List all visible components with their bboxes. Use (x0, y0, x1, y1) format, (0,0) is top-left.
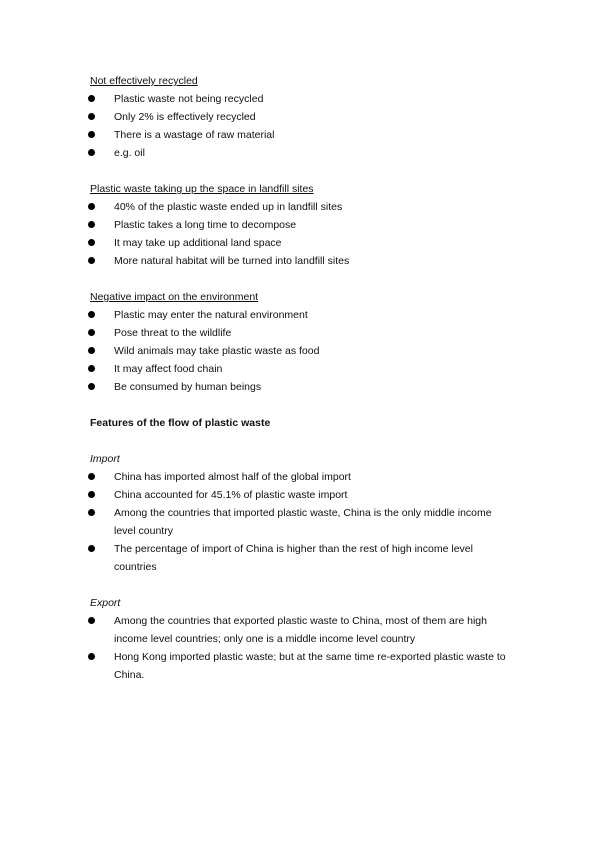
bullet-icon (88, 203, 95, 210)
list-item (90, 540, 510, 576)
list-item (90, 486, 510, 504)
list-item (90, 360, 510, 378)
bullet-icon (88, 239, 95, 246)
section-import (90, 450, 510, 576)
list-item-text: 40% of the plastic waste ended up in landfill sites (114, 201, 343, 213)
spacer (90, 432, 510, 450)
bullet-list (90, 90, 510, 162)
list-item (90, 612, 510, 648)
list-item-text: More natural habitat will be turned into landfill sites (114, 255, 350, 267)
bullet-icon (88, 617, 95, 624)
list-item-text: Plastic waste not being recycled (114, 93, 264, 105)
bullet-icon (88, 383, 95, 390)
bullet-icon (88, 473, 95, 480)
list-item-text: Plastic takes a long time to decompose (114, 219, 297, 231)
list-item (90, 144, 510, 162)
subsection-heading: Import (90, 453, 120, 465)
bullet-icon (88, 95, 95, 102)
section-heading: Negative impact on the environment (90, 291, 259, 303)
bullet-icon (88, 149, 95, 156)
list-item-text: Only 2% is effectively recycled (114, 111, 256, 123)
list-item (90, 90, 510, 108)
spacer (90, 576, 510, 594)
list-item-text: Among the countries that exported plastic waste to China, most of them are high income level countries; only one is a middle income level country (114, 615, 487, 645)
list-item (90, 216, 510, 234)
bullet-icon (88, 545, 95, 552)
list-item-text: There is a wastage of raw material (114, 129, 275, 141)
bullet-icon (88, 221, 95, 228)
spacer (90, 270, 510, 288)
bullet-icon (88, 491, 95, 498)
list-item-text: e.g. oil (114, 147, 145, 159)
list-item (90, 648, 510, 684)
list-item (90, 306, 510, 324)
bullet-icon (88, 653, 95, 660)
section-landfill (90, 180, 510, 270)
bullet-list (90, 612, 510, 684)
list-item (90, 108, 510, 126)
list-item-text: Hong Kong imported plastic waste; but at the same time re-exported plastic waste to China. (114, 651, 506, 681)
spacer (90, 162, 510, 180)
features-heading: Features of the flow of plastic waste (90, 417, 271, 429)
bullet-icon (88, 311, 95, 318)
list-item (90, 504, 510, 540)
bullet-icon (88, 131, 95, 138)
list-item-text: Wild animals may take plastic waste as food (114, 345, 320, 357)
bullet-list (90, 468, 510, 576)
list-item (90, 252, 510, 270)
section-environment (90, 288, 510, 396)
list-item-text: It may take up additional land space (114, 237, 282, 249)
bullet-icon (88, 365, 95, 372)
bullet-list (90, 306, 510, 396)
list-item-text: China accounted for 45.1% of plastic waste import (114, 489, 348, 501)
bullet-icon (88, 509, 95, 516)
section-not-recycled (90, 72, 510, 162)
bullet-list (90, 198, 510, 270)
list-item (90, 378, 510, 396)
subsection-heading: Export (90, 597, 121, 609)
section-heading: Not effectively recycled (90, 75, 198, 87)
spacer (90, 396, 510, 414)
list-item (90, 468, 510, 486)
section-export (90, 594, 510, 684)
list-item-text: Be consumed by human beings (114, 381, 262, 393)
list-item-text: Pose threat to the wildlife (114, 327, 232, 339)
bullet-icon (88, 257, 95, 264)
bullet-icon (88, 329, 95, 336)
bullet-icon (88, 113, 95, 120)
list-item-text: The percentage of import of China is higher than the rest of high income level countries (114, 543, 473, 573)
list-item (90, 198, 510, 216)
bullet-icon (88, 347, 95, 354)
list-item (90, 126, 510, 144)
list-item-text: It may affect food chain (114, 363, 223, 375)
section-heading: Plastic waste taking up the space in landfill sites (90, 183, 314, 195)
list-item-text: Plastic may enter the natural environment (114, 309, 308, 321)
list-item-text: China has imported almost half of the global import (114, 471, 351, 483)
list-item-text: Among the countries that imported plastic waste, China is the only middle income level country (114, 507, 492, 537)
list-item (90, 234, 510, 252)
list-item (90, 342, 510, 360)
document-page (90, 72, 510, 684)
list-item (90, 324, 510, 342)
